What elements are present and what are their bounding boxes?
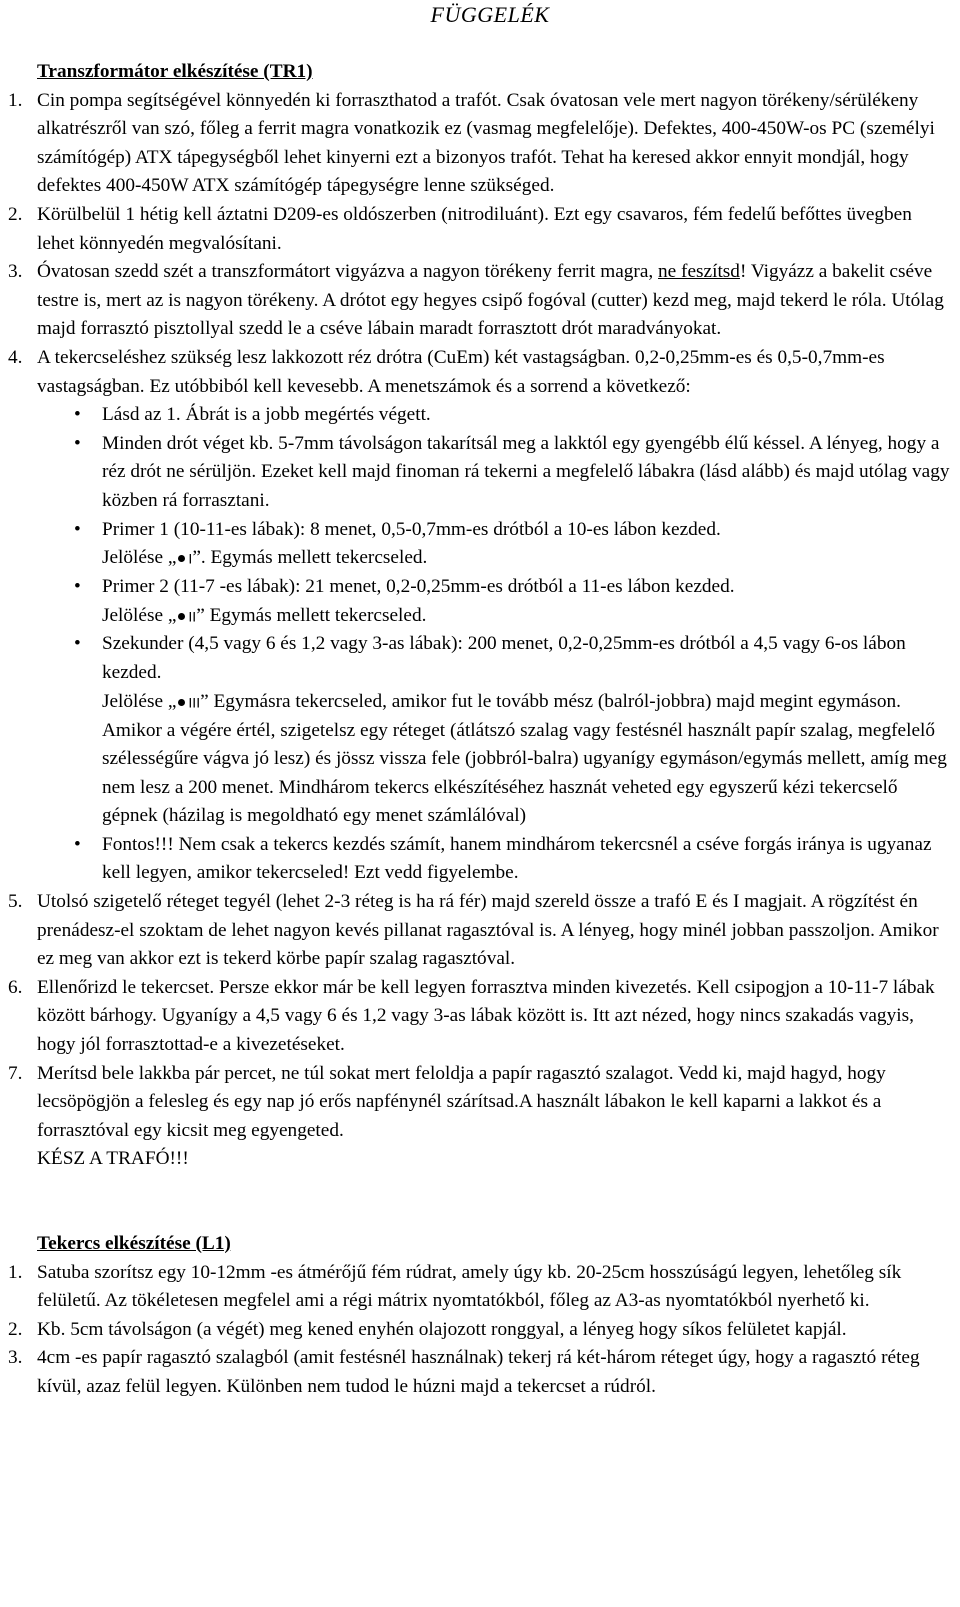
emphasis-underline: ne feszítsd	[658, 261, 740, 283]
step-text: Cin pompa segítségével könnyedén ki forraszthatod a trafót. Csak óvatosan vele mert nagyon törékeny/sérülékeny alkatrészről van szó, főleg a ferrit magra vonatkozik ez (vasmag megfelelője). Defektes, 400-450W-os PC (személyi számítógép) ATX tápegységből lehet kinyerni ezt a bizonyos trafót. Tehat ha keresed akkor ennyit mondjál, hogy defektes 400-450W ATX számítógép tápegységre lenne szükséged.	[37, 89, 935, 197]
winding-mark-symbol	[176, 688, 200, 717]
dot-icon	[178, 555, 185, 562]
bullet-icon: •	[74, 575, 81, 597]
section-title-tr1: Transzformátor elkészítése (TR1)	[37, 61, 313, 82]
step-7	[8, 1060, 953, 1174]
step-4	[8, 344, 953, 401]
coil-step-2	[8, 1316, 953, 1345]
step-number: 3.	[8, 261, 23, 283]
completion-text: KÉSZ A TRAFÓ!!!	[37, 1148, 189, 1170]
coil-step-3	[8, 1344, 953, 1401]
page-header: FÜGGELÉK	[430, 2, 550, 27]
bullet-item-primer-1	[8, 516, 953, 573]
section-title-l1: Tekercs elkészítése (L1)	[37, 1233, 231, 1254]
roman-numeral: II	[188, 607, 197, 624]
step-number: 2.	[8, 203, 23, 225]
marking-label: Jelölése „	[102, 604, 177, 626]
step-text: 4cm -es papír ragasztó szalagból (amit festésnél használnak) tekerj rá két-három réteget úgy, hogy a ragasztó réteg kívül, azaz felül legyen. Különben nem tudod le húzni majd a tekercset a rúdról.	[37, 1347, 920, 1397]
roman-numeral: I	[188, 550, 193, 567]
step-5	[8, 888, 953, 974]
step-number: 2.	[8, 1318, 23, 1340]
bullet-icon: •	[74, 404, 81, 426]
marking-text: ”. Egymás mellett tekercseled.	[192, 547, 428, 569]
step-text: Utolsó szigetelő réteget tegyél (lehet 2-3 réteg is ha rá fér) majd szereld össze a trafó E és I magjait. A rögzítést én prenádesz-el szoktam de lehet nagyon kevés pillanat ragasztóval is. A lényeg, hogy minél jobban passzoljon. Amikor ez meg van akkor ezt is tekerd körbe papír szalag ragasztóval.	[37, 891, 939, 970]
step-text: Kb. 5cm távolságon (a végét) meg kened enyhén olajozott ronggyal, a lényeg hogy síkos felületet kapjál.	[37, 1318, 847, 1340]
bullet-text: Szekunder (4,5 vagy 6 és 1,2 vagy 3-as lábak): 200 menet, 0,2-0,25mm-es drótból a 4,5 vagy 6-os lábon kezded.	[102, 633, 906, 684]
step-text: Körülbelül 1 hétig kell áztatni D209-es oldószerben (nitrodiluánt). Ezt egy csavaros, fém fedelű befőttes üvegben lehet könnyedén megvalósítani.	[37, 203, 912, 254]
step-text: Ellenőrizd le tekercset. Persze ekkor már be kell legyen forrasztva minden kivezetés. Kell csipogjon a 10-11-7 lábak között bárhogy. Ugyanígy a 4,5 vagy 6 és 1,2 vagy 3-as lábak között is. Itt azt nézed, hogy nincs szakadás vagyis, hogy jól forrasztottad-e a kivezetéseket.	[37, 976, 935, 1056]
marking-text: ” Egymásra tekercseled, amikor fut le tovább mész (balról-jobbra) majd megint egymáson. Amikor a végére értél, szigetelsz egy réteget (átlátszó szalag vagy festésnél használt papír szalag, megfelelő szélességűre vágva jó lesz) és jössz vissza fele (jobbról-balra) ugyanígy egymáson/egymás mellett, amíg meg nem lesz a 200 menet. Mindhárom tekercs elkészítéséhez hasznát veheted egy egyszerű kézi tekercselő gépnek (házilag is megoldható egy menet számlálóval)	[102, 690, 947, 827]
step-text: A tekercseléshez szükség lesz lakkozott réz drótra (CuEm) két vastagságban. 0,2-0,25mm-es és 0,5-0,7mm-es vastagságban. Ez utóbbiból kell kevesebb. A menetszámok és a sorrend a következő:	[37, 346, 885, 397]
dot-icon	[178, 699, 185, 706]
bullet-text: Minden drót véget kb. 5-7mm távolságon takarítsál meg a lakktól egy gyengébb élű késsel. A lényeg, hogy a réz drót ne sérüljön. Ezeket kell majd finoman rá tekerni a megfelelő lábakra (lásd alább) és majd utólag vagy közben rá forrasztani.	[102, 432, 950, 511]
step-number: 1.	[8, 89, 23, 111]
section-spacer	[8, 1174, 953, 1230]
winding-bullet-list	[8, 401, 953, 888]
dot-icon	[178, 613, 185, 620]
marking-label: Jelölése „	[102, 547, 177, 569]
step-text: Óvatosan szedd szét a transzformátort vigyázva a nagyon törékeny ferrit magra,	[37, 261, 659, 283]
winding-mark-symbol	[176, 602, 196, 631]
bullet-text: Lásd az 1. Ábrát is a jobb megértés végett.	[102, 404, 431, 426]
step-1	[8, 87, 953, 201]
bullet-icon: •	[74, 633, 81, 655]
step-2	[8, 201, 953, 258]
step-number: 7.	[8, 1062, 23, 1084]
coil-step-1	[8, 1259, 953, 1316]
bullet-item-important	[8, 831, 953, 888]
bullet-item	[8, 401, 953, 430]
bullet-item	[8, 430, 953, 516]
bullet-text: Primer 1 (10-11-es lábak): 8 menet, 0,5-0,7mm-es drótból a 10-es lábon kezded.	[102, 518, 721, 540]
step-text: Satuba szorítsz egy 10-12mm -es átmérőjű fém rúdrat, amely úgy kb. 20-25cm hosszúságú legyen, lehetőleg sík felületű. Az tökéletesen megfelel ami a régi mátrix nyomtatókból, főleg az A3-as nyomtatókból nyerhető ki.	[37, 1261, 902, 1312]
winding-mark-symbol	[176, 544, 192, 573]
marking-label: Jelölése „	[102, 690, 177, 712]
bullet-item-primer-2	[8, 573, 953, 630]
bullet-icon: •	[74, 432, 81, 454]
step-number: 3.	[8, 1347, 23, 1369]
bullet-icon: •	[74, 833, 81, 855]
step-text-continued: ! Vigyázz a bakelit cséve testre is, mert az is nagyon törékeny. A drótot egy hegyes csipő fogóval (cutter) kezd meg, majd tekerd le róla. Utólag majd forrasztó pisztollyal szedd le a cséve lábain maradt forrasztott drót maradványokat.	[37, 261, 944, 340]
bullet-text: Primer 2 (11-7 -es lábak): 21 menet, 0,2-0,25mm-es drótból a 11-es lábon kezded.	[102, 575, 735, 597]
bullet-item-secondary	[8, 630, 953, 830]
bullet-icon: •	[74, 518, 81, 540]
roman-numeral: III	[188, 693, 201, 710]
step-number: 4.	[8, 346, 23, 368]
step-number: 1.	[8, 1261, 23, 1283]
step-3	[8, 258, 953, 344]
marking-text: ” Egymás mellett tekercseled.	[196, 604, 427, 626]
step-number: 6.	[8, 976, 23, 998]
step-number: 5.	[8, 891, 23, 913]
step-6	[8, 974, 953, 1060]
document-body	[8, 58, 953, 1402]
step-text: Merítsd bele lakkba pár percet, ne túl sokat mert feloldja a papír ragasztó szalagot. Vedd ki, majd hagyd, hogy lecsöpögjön a felesleg és egy nap jó erős napfénynél szárítsad.A használt lábakon le kell kaparni a lakkot és a forrasztóval egy kicsit meg egyengeted.	[37, 1062, 886, 1141]
bullet-text: Fontos!!! Nem csak a tekercs kezdés számít, hanem mindhárom tekercsnél a cséve forgás iránya is ugyanaz kell legyen, amikor tekercseled! Ezt vedd figyelembe.	[102, 833, 932, 884]
